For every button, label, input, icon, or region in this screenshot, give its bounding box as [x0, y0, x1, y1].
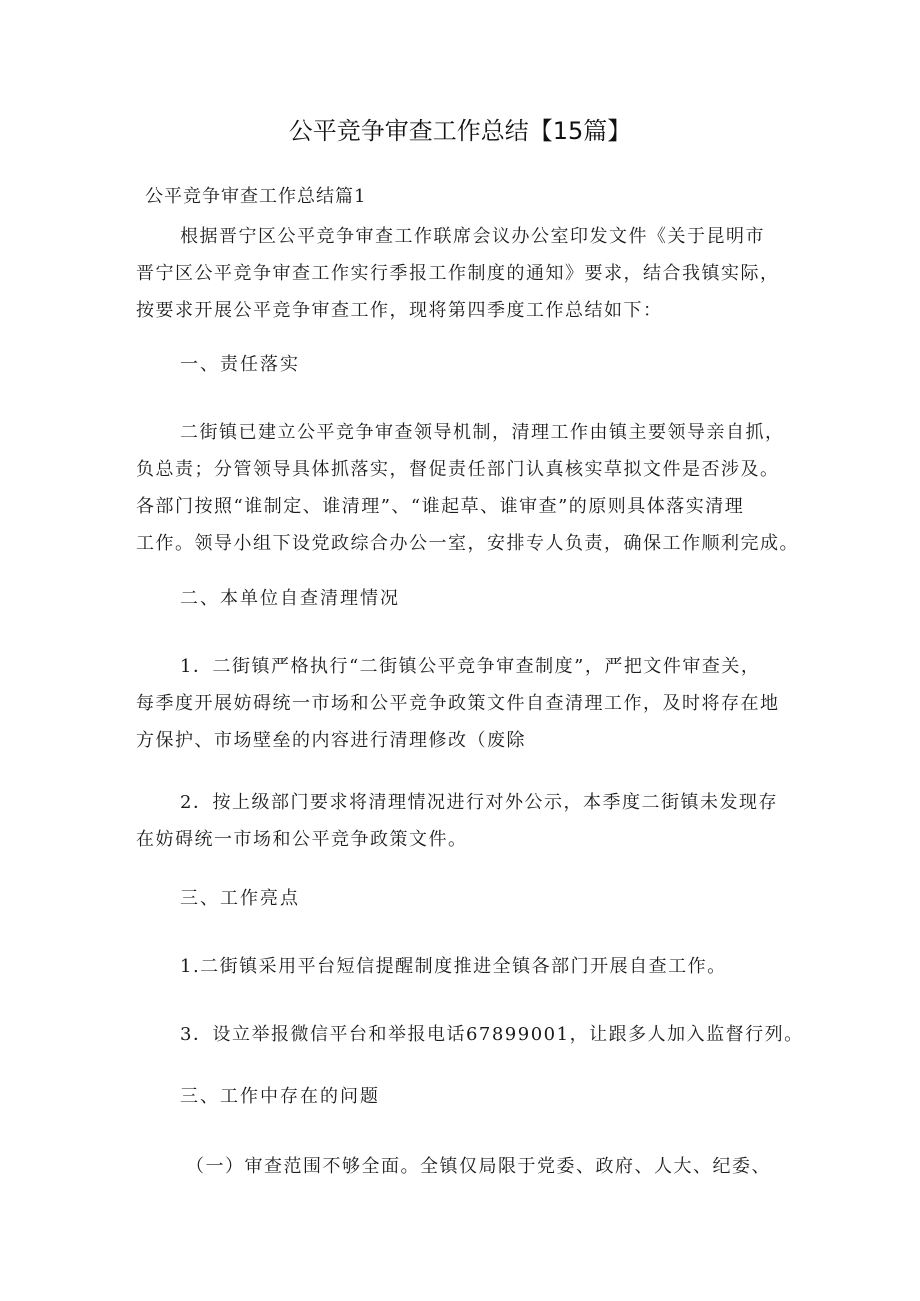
section2-item1-line: 方保护、市场壁垒的内容进行清理修改（废除	[136, 730, 526, 751]
intro-line: 根据晋宁区公平竞争审查工作联席会议办公室印发文件《关于昆明市	[180, 226, 765, 247]
section3-item1-line: 1.二街镇采用平台短信提醒制度推进全镇各部门开展自查工作。	[180, 956, 727, 977]
section2-item1-line: 1．二街镇严格执行“二街镇公平竞争审查制度”，严把文件审查关，	[180, 656, 761, 677]
section2-item2	[136, 784, 796, 858]
document-title: 公平竞争审查工作总结【15篇】	[288, 117, 632, 145]
section2-item1	[136, 648, 796, 759]
section3-item3	[136, 1016, 804, 1053]
section1-line: 工作。领导小组下设党政综合办公一室，安排专人负责，确保工作顺利完成。	[136, 533, 799, 554]
section1-heading: 一、责任落实	[180, 354, 300, 375]
section4-item1-line: （一）审查范围不够全面。全镇仅局限于党委、政府、人大、纪委、	[186, 1156, 771, 1177]
section2-item1-line: 每季度开展妨碍统一市场和公平竞争政策文件自查清理工作，及时将存在地	[136, 693, 780, 714]
section3-item3-line: 3．设立举报微信平台和举报电话67899001，让跟多人加入监督行列。	[180, 1024, 804, 1045]
section4-item1	[136, 1148, 796, 1185]
section3-heading: 三、工作亮点	[180, 888, 300, 909]
section1-line: 各部门按照“谁制定、谁清理”、“谁起草、谁审查”的原则具体落实清理	[136, 496, 745, 517]
section3-item1	[136, 948, 796, 985]
section1-line: 二街镇已建立公平竞争审查领导机制，清理工作由镇主要领导亲自抓，	[180, 422, 785, 443]
section1-paragraph	[136, 414, 799, 562]
section4-heading: 三、工作中存在的问题	[180, 1086, 380, 1107]
intro-line: 按要求开展公平竞争审查工作，现将第四季度工作总结如下：	[136, 300, 663, 321]
section2-item2-line: 在妨碍统一市场和公平竞争政策文件。	[136, 829, 468, 850]
section2-item2-line: 2．按上级部门要求将清理情况进行对外公示，本季度二街镇未发现存	[180, 792, 778, 813]
intro-paragraph	[136, 218, 796, 329]
section2-heading: 二、本单位自查清理情况	[180, 588, 400, 609]
intro-line: 晋宁区公平竞争审查工作实行季报工作制度的通知》要求，结合我镇实际，	[136, 263, 780, 284]
section1-line: 负总责；分管领导具体抓落实，督促责任部门认真核实草拟文件是否涉及。	[136, 459, 780, 480]
document-subtitle: 公平竞争审查工作总结篇1	[145, 186, 367, 207]
